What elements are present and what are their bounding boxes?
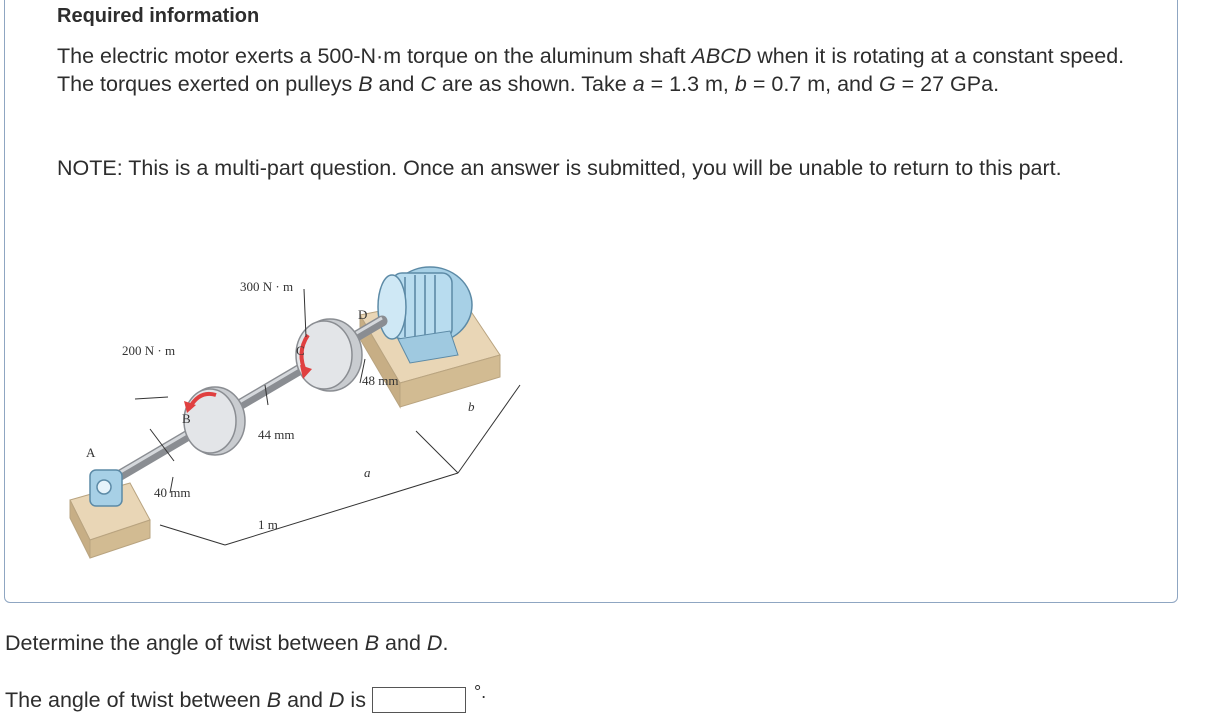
bearing-block-a: [70, 470, 150, 558]
degree-unit: °.: [473, 682, 487, 702]
section-heading: Required information: [57, 5, 260, 27]
angle-answer-input[interactable]: [372, 687, 466, 713]
answer-row: [5, 682, 487, 714]
problem-statement: The electric motor exerts a 500-N·m torque on the aluminum shaft ABCD when it is rotating at a constant speed. The torques exerted on pulleys B and C are as shown. Take a = 1.3 m, b = 0.7 m, and G = 27 GPa.: [57, 44, 1125, 96]
torque-b-label: 200 N · m: [122, 343, 176, 358]
answer-prompt: The angle of twist between B and D is: [5, 688, 366, 712]
dim-44mm-label: 44 mm: [258, 427, 295, 442]
shaft-figure: [60, 255, 540, 575]
dim-1m-label: 1 m: [258, 517, 278, 532]
note-text: NOTE: This is a multi-part question. Once an answer is submitted, you will be unable to return to this part.: [57, 156, 1062, 180]
point-c-label: C: [296, 343, 305, 358]
dim-a-label: a: [364, 465, 371, 480]
pulley-b: [184, 387, 245, 455]
dim-40mm-label: 40 mm: [154, 485, 191, 500]
point-a-label: A: [86, 445, 96, 460]
point-b-label: B: [182, 411, 191, 426]
torque-c-label: 300 N · m: [240, 279, 294, 294]
dim-48mm-label: 48 mm: [362, 373, 399, 388]
question-text: Determine the angle of twist between B and D.: [5, 631, 449, 655]
point-d-label: D: [358, 307, 368, 322]
dim-b-label: b: [468, 399, 475, 414]
